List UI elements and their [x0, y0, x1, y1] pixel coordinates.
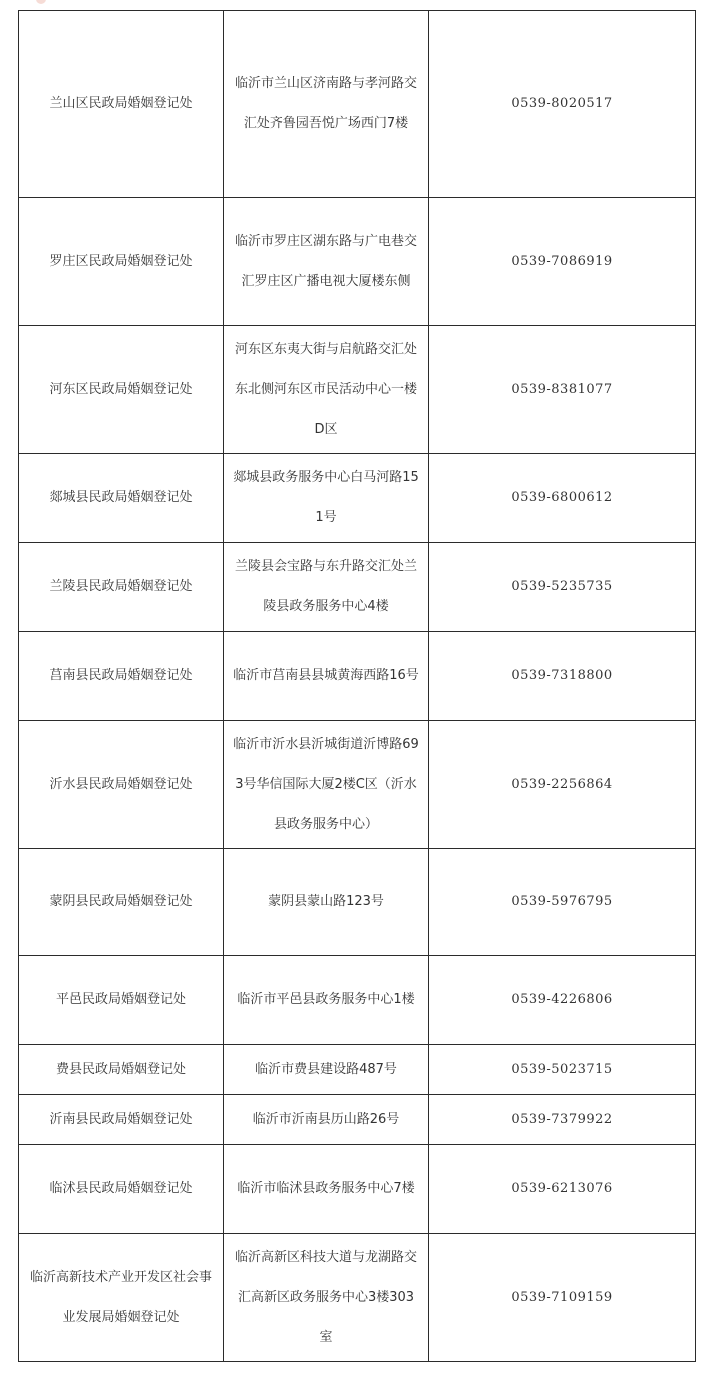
office-phone: 0539-7379922 — [429, 1095, 696, 1145]
office-phone: 0539-5235735 — [429, 543, 696, 632]
office-phone: 0539-8381077 — [429, 326, 696, 454]
office-name: 莒南县民政局婚姻登记处 — [19, 632, 224, 721]
office-name: 费县民政局婚姻登记处 — [19, 1045, 224, 1095]
table-row — [19, 1234, 696, 1362]
marriage-registry-table — [18, 10, 696, 1362]
table-row — [19, 849, 696, 956]
table-row — [19, 1045, 696, 1095]
table-row — [19, 454, 696, 543]
table-row — [19, 543, 696, 632]
office-address: 临沂市临沭县政务服务中心7楼 — [224, 1145, 429, 1234]
office-name: 罗庄区民政局婚姻登记处 — [19, 198, 224, 326]
table-row — [19, 632, 696, 721]
office-address: 临沂市莒南县县城黄海西路16号 — [224, 632, 429, 721]
office-address: 临沂市沂南县历山路26号 — [224, 1095, 429, 1145]
office-name: 兰陵县民政局婚姻登记处 — [19, 543, 224, 632]
office-name: 临沂高新技术产业开发区社会事业发展局婚姻登记处 — [19, 1234, 224, 1362]
office-address: 临沂高新区科技大道与龙湖路交汇高新区政务服务中心3楼303室 — [224, 1234, 429, 1362]
office-name: 沂南县民政局婚姻登记处 — [19, 1095, 224, 1145]
office-phone: 0539-8020517 — [429, 11, 696, 198]
office-phone: 0539-7109159 — [429, 1234, 696, 1362]
office-phone: 0539-7086919 — [429, 198, 696, 326]
office-name: 兰山区民政局婚姻登记处 — [19, 11, 224, 198]
office-name: 蒙阴县民政局婚姻登记处 — [19, 849, 224, 956]
decorative-dot — [36, 0, 46, 4]
office-address: 兰陵县会宝路与东升路交汇处兰陵县政务服务中心4楼 — [224, 543, 429, 632]
office-phone: 0539-6213076 — [429, 1145, 696, 1234]
office-address: 临沂市平邑县政务服务中心1楼 — [224, 956, 429, 1045]
table-row — [19, 198, 696, 326]
office-address: 河东区东夷大街与启航路交汇处东北侧河东区市民活动中心一楼D区 — [224, 326, 429, 454]
table-row — [19, 956, 696, 1045]
office-phone: 0539-5023715 — [429, 1045, 696, 1095]
office-address: 临沂市兰山区济南路与孝河路交汇处齐鲁园吾悦广场西门7楼 — [224, 11, 429, 198]
office-name: 郯城县民政局婚姻登记处 — [19, 454, 224, 543]
office-phone: 0539-4226806 — [429, 956, 696, 1045]
office-phone: 0539-7318800 — [429, 632, 696, 721]
office-name: 河东区民政局婚姻登记处 — [19, 326, 224, 454]
table-row — [19, 1095, 696, 1145]
office-address: 临沂市罗庄区湖东路与广电巷交汇罗庄区广播电视大厦楼东侧 — [224, 198, 429, 326]
office-address: 临沂市沂水县沂城街道沂博路693号华信国际大厦2楼C区（沂水县政务服务中心） — [224, 721, 429, 849]
office-name: 沂水县民政局婚姻登记处 — [19, 721, 224, 849]
office-phone: 0539-2256864 — [429, 721, 696, 849]
table-row — [19, 721, 696, 849]
office-phone: 0539-5976795 — [429, 849, 696, 956]
office-address: 蒙阴县蒙山路123号 — [224, 849, 429, 956]
office-address: 临沂市费县建设路487号 — [224, 1045, 429, 1095]
office-phone: 0539-6800612 — [429, 454, 696, 543]
office-name: 临沭县民政局婚姻登记处 — [19, 1145, 224, 1234]
table-row — [19, 326, 696, 454]
office-name: 平邑民政局婚姻登记处 — [19, 956, 224, 1045]
table-row — [19, 1145, 696, 1234]
table-row — [19, 11, 696, 198]
office-address: 郯城县政务服务中心白马河路151号 — [224, 454, 429, 543]
